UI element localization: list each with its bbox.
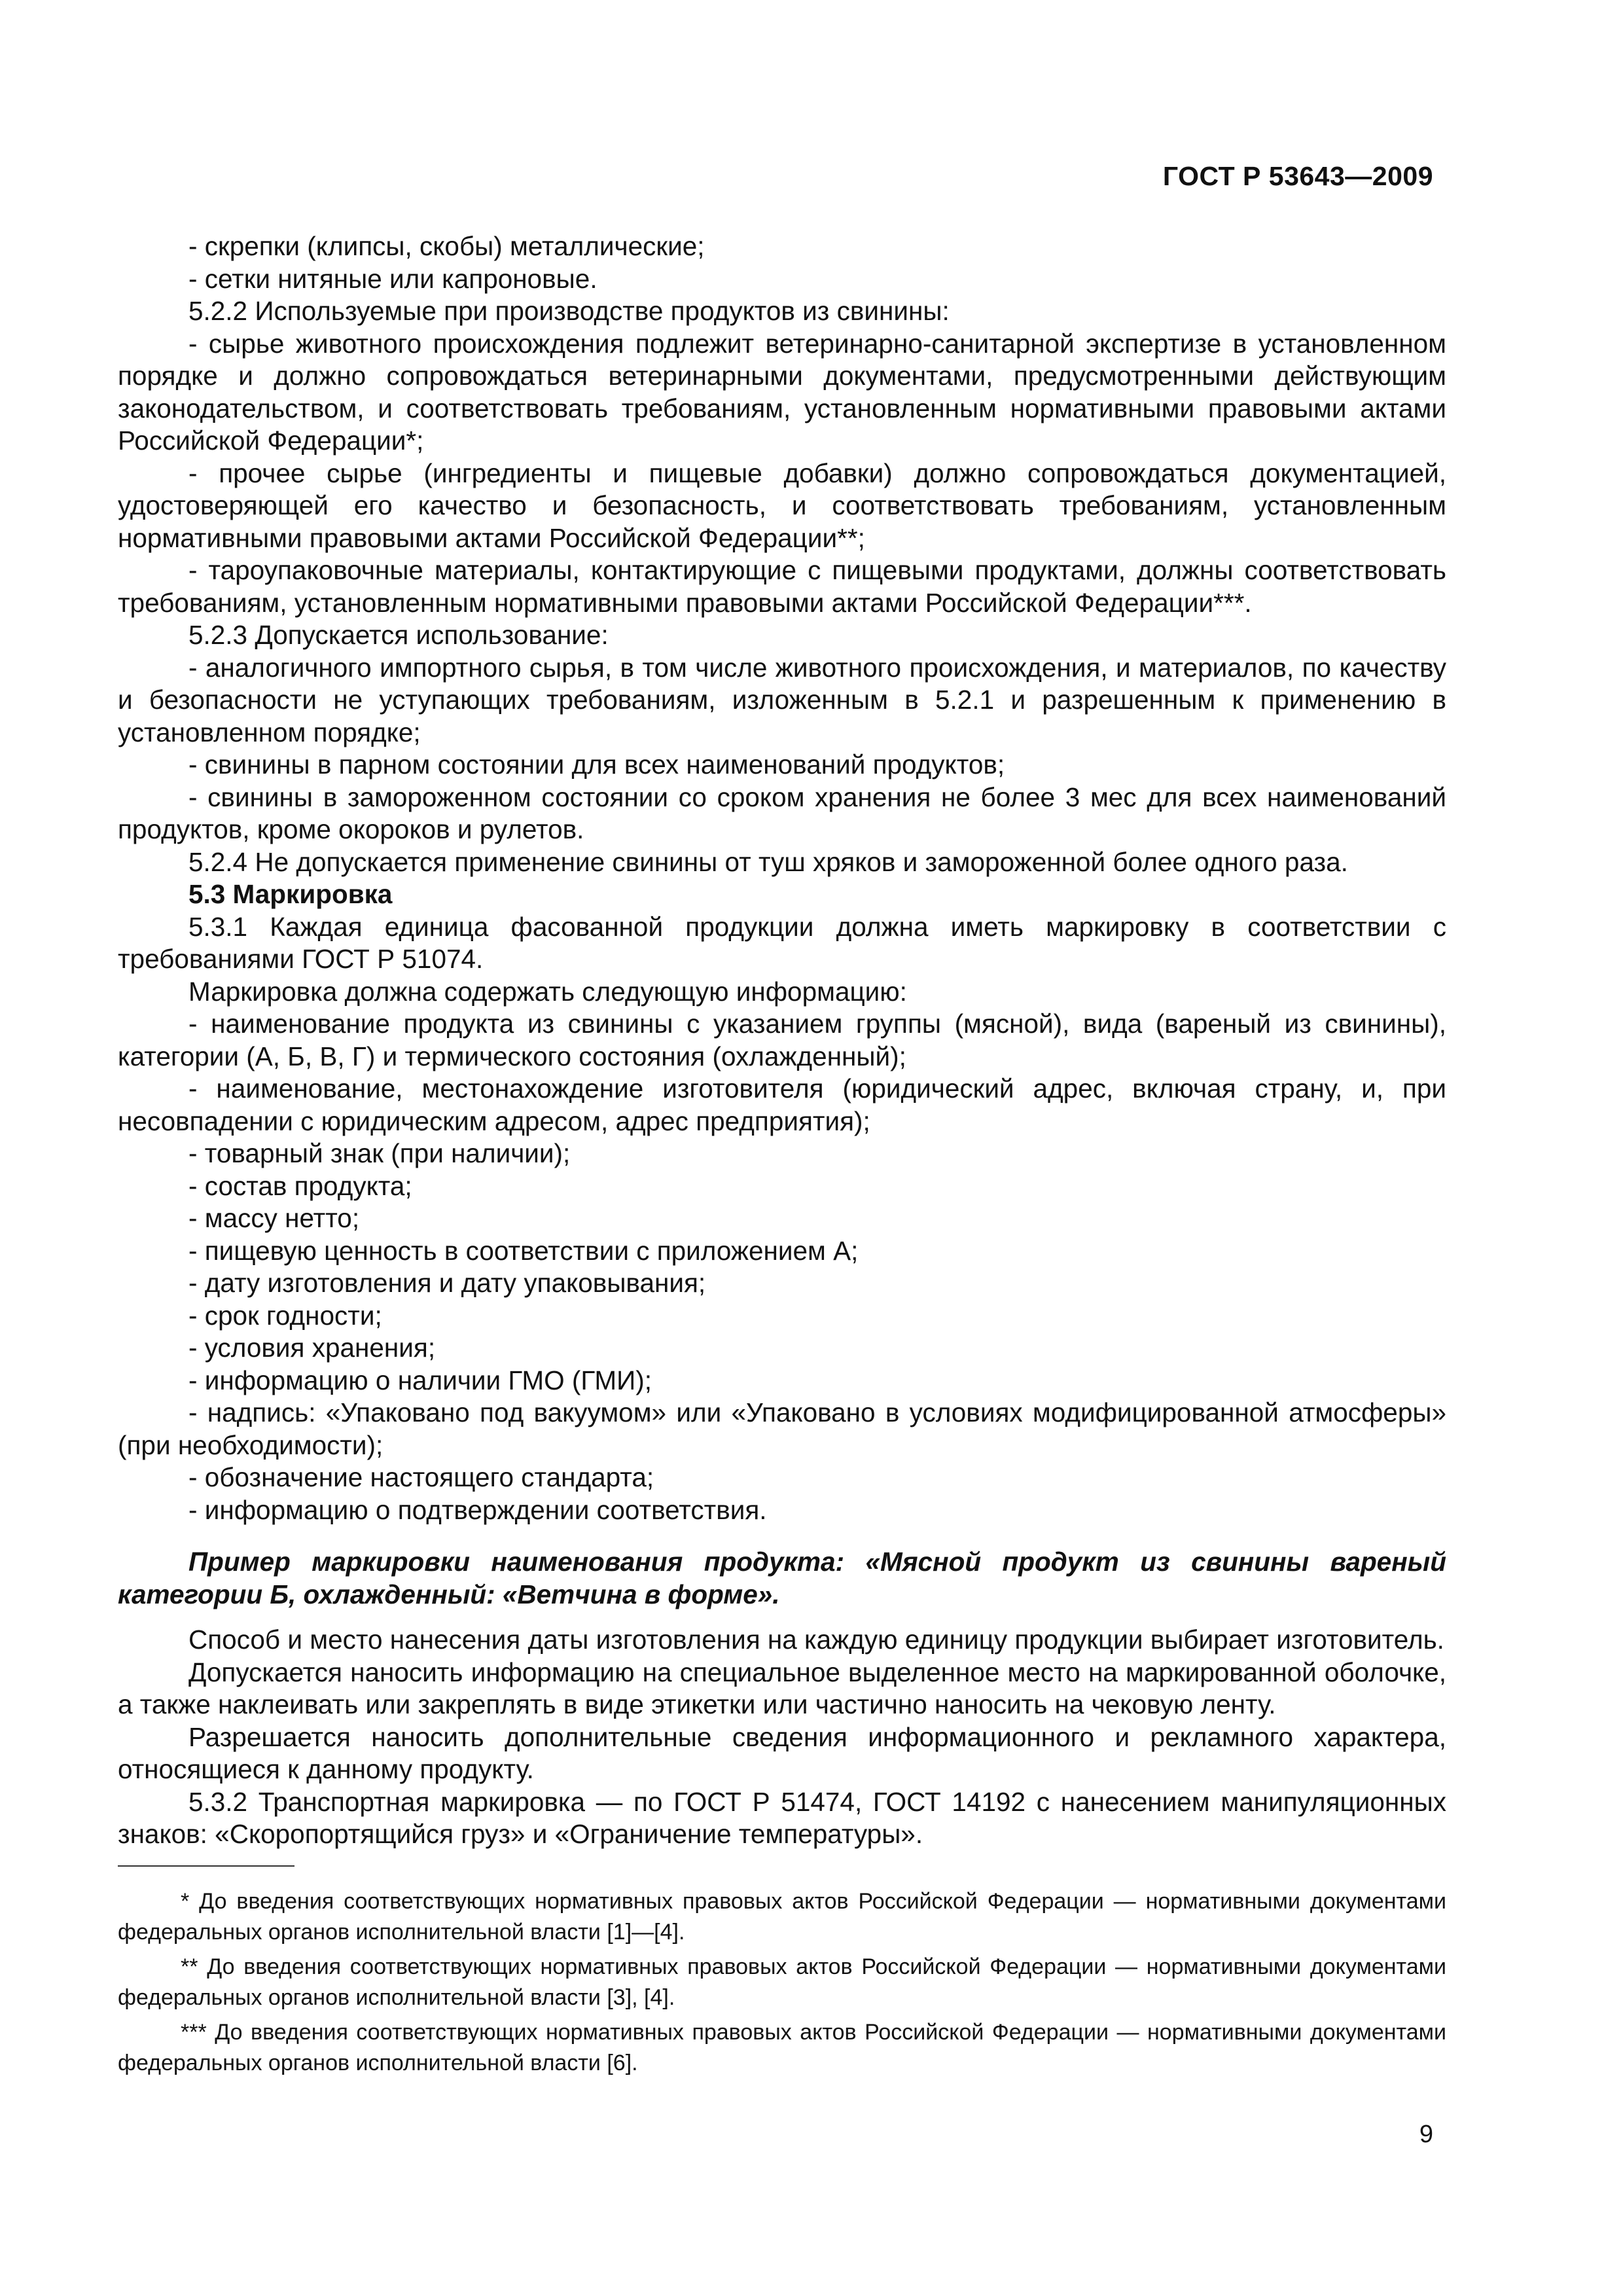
list-item: - условия хранения; xyxy=(188,1333,436,1363)
paragraph: 5.2.4 Не допускается применение свинины от туш хряков и замороженной более одного раза. xyxy=(188,846,1348,877)
paragraph: Допускается наносить информацию на специальное выделенное место на маркированной оболочке, а также наклеивать или закреплять в виде этикетки или частично наносить на чековую ленту. xyxy=(118,1657,1446,1719)
paragraph: Маркировка должна содержать следующую информацию: xyxy=(188,976,907,1007)
list-item: - обозначение настоящего стандарта; xyxy=(188,1462,654,1492)
list-item: - массу нетто; xyxy=(188,1203,360,1233)
list-item: - товарный знак (при наличии); xyxy=(188,1138,571,1168)
paragraph: - аналогичного импортного сырья, в том числе животного происхождения, и материалов, по качеству и безопасности не уступающих требованиям, изложенным в 5.2.1 и разрешенным к применению в установленном порядке; xyxy=(118,652,1446,747)
document-id-header: ГОСТ Р 53643—2009 xyxy=(1162,161,1433,191)
footnotes xyxy=(118,1886,1446,2083)
list-item: - пищевую ценность в соответствии с приложением А; xyxy=(188,1235,859,1266)
paragraph: Разрешается наносить дополнительные сведения информационного и рекламного характера, относящиеся к данному продукту. xyxy=(118,1721,1446,1784)
footnote: *** До введения соответствующих нормативных правовых актов Российской Федерации — нормативными документами федеральных органов исполнительной власти [6]. xyxy=(118,2020,1446,2075)
list-item: - срок годности; xyxy=(188,1300,382,1331)
footnote: ** До введения соответствующих нормативных правовых актов Российской Федерации — нормативными документами федеральных органов исполнительной власти [3], [4]. xyxy=(118,1954,1446,2010)
example-note: Пример маркировки наименования продукта: «Мясной продукт из свинины вареный категории Б, охлажденный: «Ветчина в форме». xyxy=(118,1547,1446,1609)
paragraph: - скрепки (клипсы, скобы) металлические; xyxy=(188,231,705,261)
footnote-divider xyxy=(118,1865,294,1867)
paragraph: 5.3.1 Каждая единица фасованной продукции должна иметь маркировку в соответствии с требованиями ГОСТ Р 51074. xyxy=(118,911,1446,974)
list-item: - наименование, местонахождение изготовителя (юридический адрес, включая страну, и, при несовпадении с юридическим адресом, адрес предприятия); xyxy=(118,1073,1446,1136)
list-item: - дату изготовления и дату упаковывания; xyxy=(188,1268,706,1298)
paragraph: 5.2.3 Допускается использование: xyxy=(188,620,609,650)
main-text xyxy=(118,230,1446,1851)
paragraph: - тароупаковочные материалы, контактирующие с пищевыми продуктами, должны соответствовать требованиям, установленным нормативными правовыми актами Российской Федерации***. xyxy=(118,555,1446,618)
list-item: - информацию о наличии ГМО (ГМИ); xyxy=(188,1365,652,1395)
list-item: - наименование продукта из свинины с указанием группы (мясной), вида (вареный из свинины), категории (А, Б, В, Г) и термического состояния (охлажденный); xyxy=(118,1009,1446,1071)
section-heading: 5.3 Маркировка xyxy=(188,879,393,909)
paragraph: - сетки нитяные или капроновые. xyxy=(188,263,597,294)
paragraph: - прочее сырье (ингредиенты и пищевые добавки) должно сопровождаться документацией, удостоверяющей его качество и безопасность, и соответствовать требованиям, установленным нормативными правовыми актами Российской Федерации**; xyxy=(118,457,1446,553)
list-item: - информацию о подтверждении соответствия. xyxy=(188,1494,767,1525)
list-item: - состав продукта; xyxy=(188,1170,412,1201)
footnote: * До введения соответствующих нормативных правовых актов Российской Федерации — нормативными документами федеральных органов исполнительной власти [1]—[4]. xyxy=(118,1889,1446,1945)
paragraph: 5.3.2 Транспортная маркировка — по ГОСТ Р 51474, ГОСТ 14192 с нанесением манипуляционных знаков: «Скоропортящийся груз» и «Ограничение температуры». xyxy=(118,1786,1446,1849)
paragraph: 5.2.2 Используемые при производстве продуктов из свинины: xyxy=(188,296,950,326)
paragraph: Способ и место нанесения даты изготовления на каждую единицу продукции выбирает изготовитель. xyxy=(188,1624,1444,1655)
paragraph: - сырье животного происхождения подлежит ветеринарно-санитарной экспертизе в установленном порядке и должно сопровождаться ветеринарными документами, предусмотренными действующим законодательством, и соответствовать требованиям, установленным нормативными правовыми актами Российской Федерации*; xyxy=(118,328,1446,456)
paragraph: - свинины в парном состоянии для всех наименований продуктов; xyxy=(188,749,1005,780)
page-number: 9 xyxy=(1419,2121,1433,2148)
list-item: - надпись: «Упаковано под вакуумом» или «Упаковано в условиях модифицированной атмосферы» (при необходимости); xyxy=(118,1397,1446,1460)
paragraph: - свинины в замороженном состоянии со сроком хранения не более 3 мес для всех наименований продуктов, кроме окороков и рулетов. xyxy=(118,781,1446,844)
